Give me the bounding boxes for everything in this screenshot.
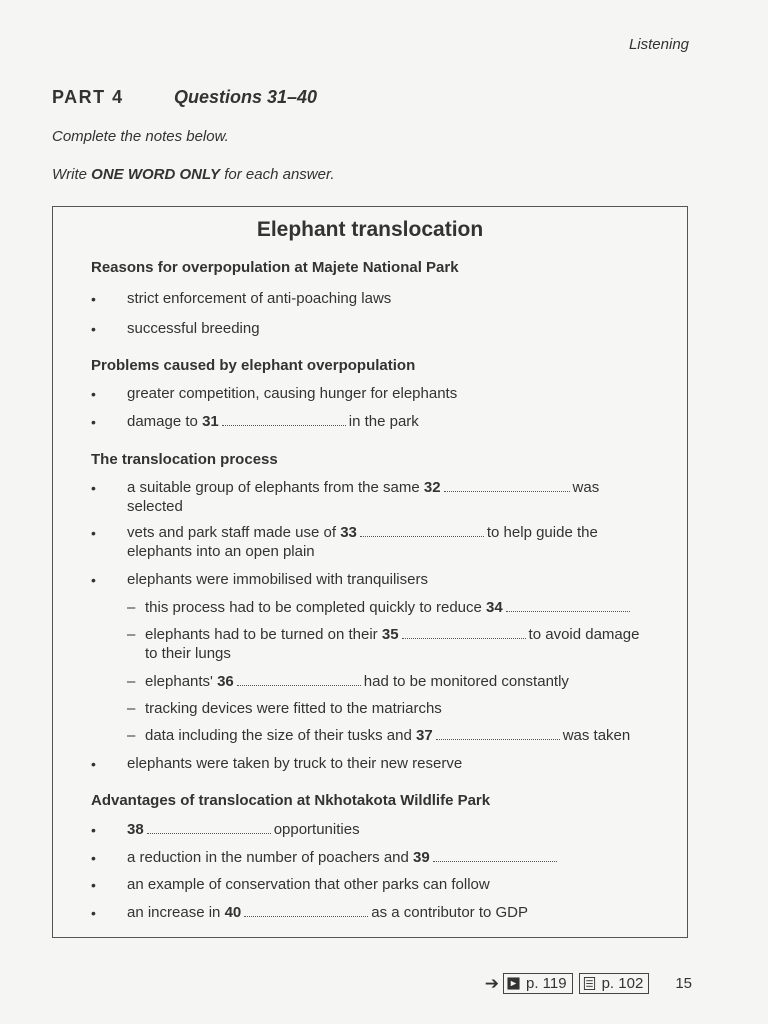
note-text: elephants' bbox=[145, 673, 213, 690]
note-anti-poaching: strict enforcement of anti-poaching laws bbox=[127, 290, 392, 307]
answer-gap-33[interactable] bbox=[360, 524, 484, 537]
note-text: to help guide the bbox=[486, 524, 598, 541]
note-text: an increase in bbox=[127, 904, 221, 921]
note-breeding: successful breeding bbox=[127, 320, 260, 337]
bullet: • bbox=[91, 321, 96, 337]
transcript-reference-link[interactable] bbox=[579, 973, 650, 994]
note-text: elephants had to be turned on their bbox=[145, 626, 378, 643]
note-opportunities-38 bbox=[127, 820, 675, 839]
answer-gap-35[interactable] bbox=[402, 626, 526, 639]
bullet: • bbox=[91, 525, 96, 541]
note-monitored-36 bbox=[145, 672, 685, 691]
note-text: a suitable group of elephants from the same bbox=[127, 479, 420, 496]
note-example: an example of conservation that other parks can follow bbox=[127, 876, 490, 893]
question-number-34: 34 bbox=[486, 599, 503, 616]
instruction-pre: Write bbox=[52, 166, 87, 183]
answer-gap-36[interactable] bbox=[237, 673, 361, 686]
note-truck: elephants were taken by truck to their new reserve bbox=[127, 755, 463, 772]
section-heading-process: The translocation process bbox=[91, 451, 278, 468]
bullet: • bbox=[91, 386, 96, 402]
answer-gap-37[interactable] bbox=[436, 727, 560, 740]
note-text: this process had to be completed quickly to reduce bbox=[145, 599, 482, 616]
part-heading bbox=[52, 87, 317, 108]
note-text: selected bbox=[127, 498, 183, 515]
note-text: damage to bbox=[127, 413, 198, 430]
question-number-32: 32 bbox=[423, 479, 441, 496]
dash: – bbox=[127, 727, 136, 744]
note-reduce-34 bbox=[145, 598, 685, 617]
dash: – bbox=[127, 700, 136, 717]
answer-gap-40[interactable] bbox=[244, 904, 368, 917]
bullet: • bbox=[91, 291, 96, 307]
note-text: as a contributor to GDP bbox=[371, 904, 529, 921]
question-number-31: 31 bbox=[202, 413, 219, 430]
note-text: was taken bbox=[562, 727, 631, 744]
question-number-35: 35 bbox=[381, 626, 399, 643]
note-gdp-40 bbox=[127, 903, 675, 922]
note-text: vets and park staff made use of bbox=[127, 524, 337, 541]
transcript-reference-page: p. 102 bbox=[601, 975, 644, 992]
page-footer bbox=[485, 973, 692, 994]
dash: – bbox=[127, 626, 136, 643]
section-heading-advantages: Advantages of translocation at Nkhotakota Wildlife Park bbox=[91, 792, 491, 809]
note-group-32 bbox=[127, 478, 675, 516]
bullet: • bbox=[91, 822, 96, 838]
part-label: PART 4 bbox=[52, 87, 124, 107]
bullet: • bbox=[91, 572, 96, 588]
note-damage-31 bbox=[127, 412, 675, 431]
question-number-38: 38 bbox=[127, 821, 144, 838]
answer-gap-34[interactable] bbox=[506, 599, 630, 612]
answer-gap-38[interactable] bbox=[147, 821, 271, 834]
notes-title: Elephant translocation bbox=[256, 218, 484, 241]
answer-gap-32[interactable] bbox=[444, 479, 570, 492]
answer-gap-39[interactable] bbox=[433, 849, 557, 862]
instruction-post: for each answer. bbox=[224, 166, 335, 183]
bullet: • bbox=[91, 877, 96, 893]
note-data-37 bbox=[145, 726, 685, 745]
note-tranquilisers: elephants were immobilised with tranquilisers bbox=[127, 571, 428, 588]
note-text: elephants into an open plain bbox=[127, 543, 315, 560]
bullet: • bbox=[91, 480, 96, 496]
arrow-right-icon: ➔ bbox=[484, 973, 499, 993]
note-text: data including the size of their tusks and bbox=[145, 727, 412, 744]
page-number: 15 bbox=[675, 975, 692, 992]
bullet: • bbox=[91, 905, 96, 921]
instruction-complete-notes: Complete the notes below. bbox=[52, 128, 229, 145]
note-text: in the park bbox=[348, 413, 419, 430]
note-text: a reduction in the number of poachers and bbox=[127, 849, 409, 866]
note-tracking: tracking devices were fitted to the matriarchs bbox=[145, 700, 442, 717]
note-competition: greater competition, causing hunger for elephants bbox=[127, 385, 458, 402]
bullet: • bbox=[91, 850, 96, 866]
note-text: to avoid damage bbox=[528, 626, 640, 643]
question-number-39: 39 bbox=[413, 849, 430, 866]
bullet: • bbox=[91, 756, 96, 772]
bullet: • bbox=[91, 414, 96, 430]
transcript-icon bbox=[583, 977, 596, 990]
page-header-section: Listening bbox=[628, 36, 689, 53]
note-text: had to be monitored constantly bbox=[363, 673, 569, 690]
question-number-33: 33 bbox=[340, 524, 357, 541]
section-heading-overpopulation-reasons: Reasons for overpopulation at Majete National Park bbox=[91, 259, 459, 276]
instruction-word-limit-bold: ONE WORD ONLY bbox=[91, 166, 221, 183]
note-text: to their lungs bbox=[145, 645, 231, 662]
note-poachers-39 bbox=[127, 848, 675, 867]
notes-box bbox=[52, 206, 688, 938]
audio-reference-link[interactable] bbox=[503, 973, 573, 994]
dash: – bbox=[127, 599, 136, 616]
instruction-word-limit bbox=[52, 166, 335, 183]
question-number-37: 37 bbox=[416, 727, 433, 744]
audio-reference-page: p. 119 bbox=[526, 975, 567, 992]
note-text: opportunities bbox=[273, 821, 360, 838]
note-guide-33 bbox=[127, 523, 675, 561]
section-heading-problems: Problems caused by elephant overpopulation bbox=[91, 357, 416, 374]
question-number-36: 36 bbox=[217, 673, 234, 690]
answer-gap-31[interactable] bbox=[222, 413, 346, 426]
question-number-40: 40 bbox=[224, 904, 242, 921]
questions-range: Questions 31–40 bbox=[174, 87, 318, 107]
note-text: was bbox=[572, 479, 600, 496]
audio-track-icon bbox=[507, 977, 520, 990]
dash: – bbox=[127, 673, 136, 690]
note-turned-35 bbox=[145, 625, 685, 663]
